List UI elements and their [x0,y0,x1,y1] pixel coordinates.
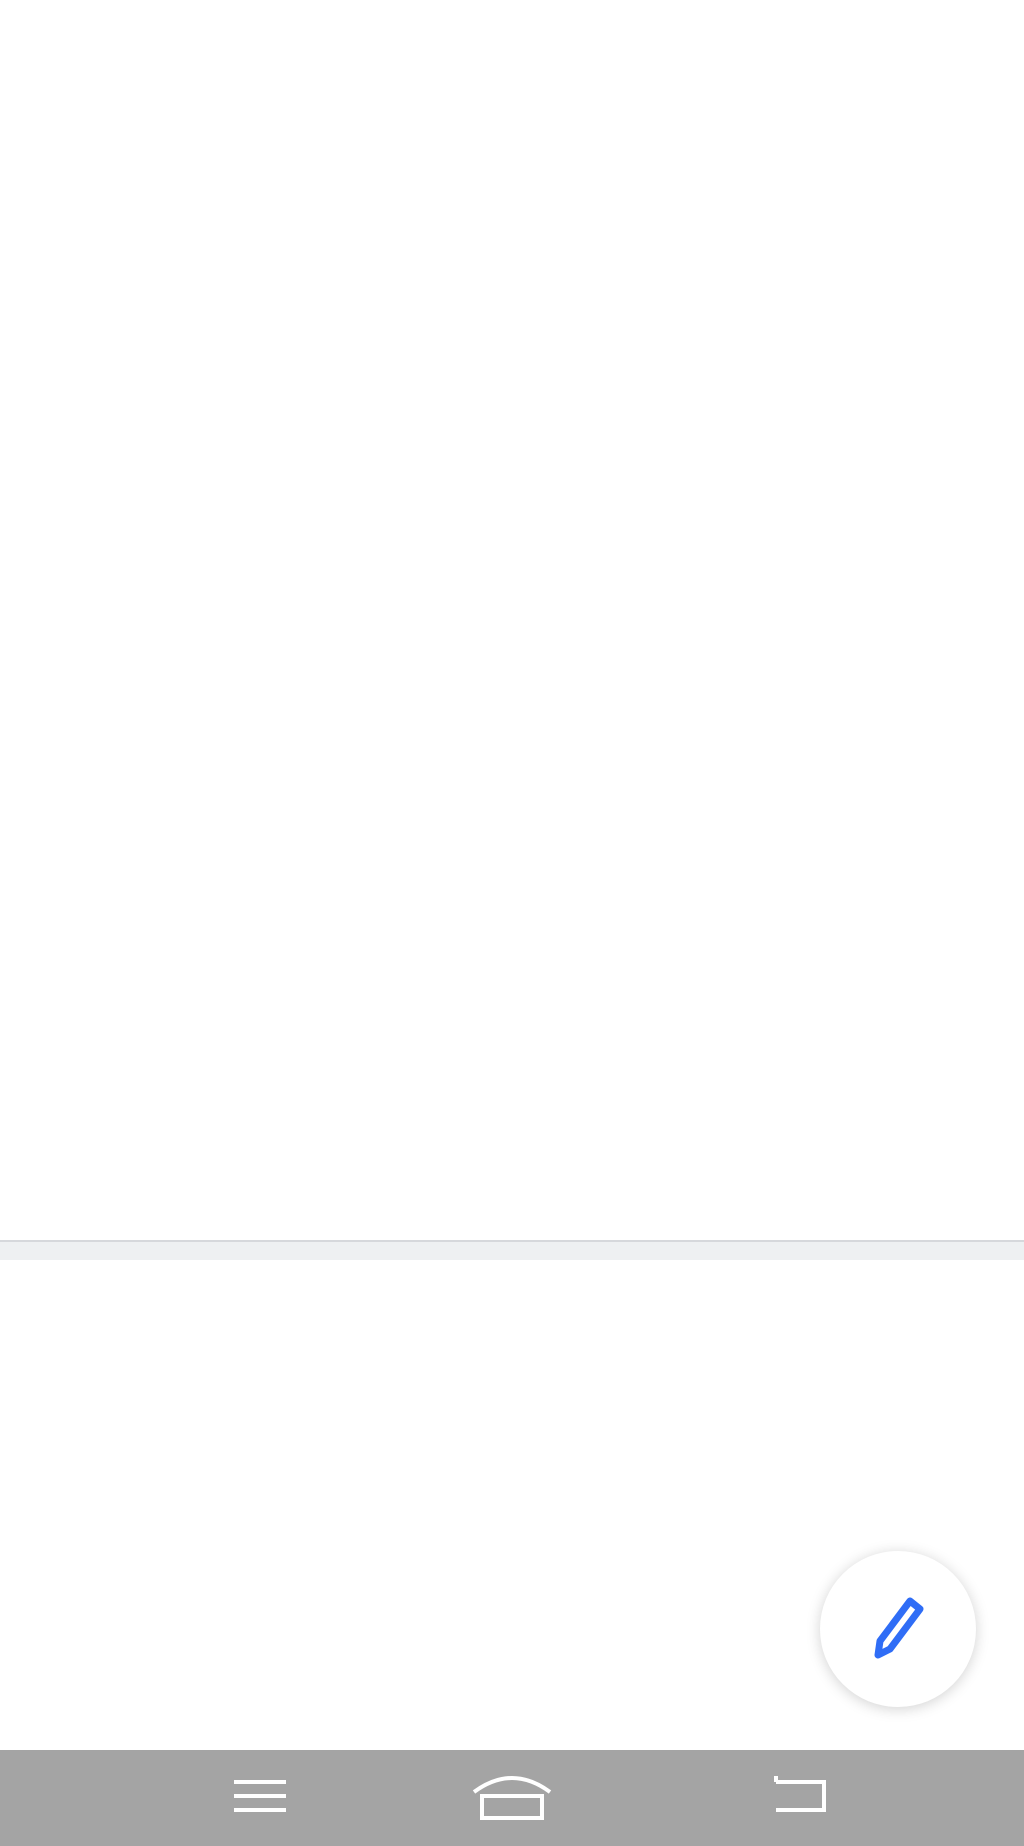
menu-icon [232,1776,288,1821]
home-icon [468,1770,556,1827]
home-nav-button[interactable] [452,1750,572,1846]
system-nav-bar [0,1750,1024,1846]
pencil-icon [870,1595,926,1664]
back-icon [768,1774,832,1823]
menu-nav-button[interactable] [200,1750,320,1846]
edit-fab-button[interactable] [820,1551,976,1707]
back-nav-button[interactable] [740,1750,860,1846]
page-divider [0,1240,1024,1260]
